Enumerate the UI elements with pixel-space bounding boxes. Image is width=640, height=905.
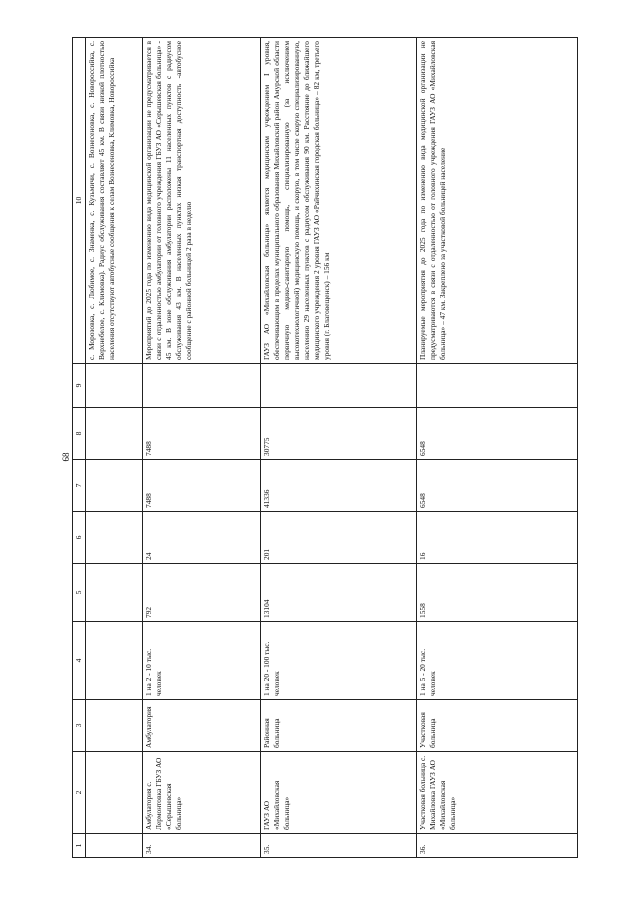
value-col7: 41336 bbox=[261, 460, 417, 512]
continuation-text: с. Морозовка, с. Любимое, с. Знаменка, с. Кузьмичи, с. Вознесеновка, с. Новороссийка, с. Верхнебелое, с. Климовка). Радиус обслуживания составляет 45 км. В связи низкой плотностью населения отсутствуют автобусные сообщения к селам Вознесеновка, Климовка, Новороссийка bbox=[86, 38, 143, 364]
table-cell bbox=[86, 512, 143, 564]
facility-type: Участковая больница bbox=[417, 700, 578, 752]
table-row bbox=[261, 38, 417, 858]
description: Планируемые мероприятия до 2025 года по изменению вида медицинской организации не предусматриваются в связи с отдаленностью от головного учреждения ГАУЗ АО «Михайловская больница» – 47 км. Закреплено за участковой больницей население bbox=[417, 38, 578, 364]
value-col7: 6548 bbox=[417, 460, 578, 512]
col-header: 1 bbox=[73, 834, 86, 858]
facility-name: ГАУЗ АО «Михайловская больница» bbox=[261, 752, 417, 834]
rotated-table-container bbox=[72, 38, 578, 858]
table-cell bbox=[86, 364, 143, 408]
table-cell bbox=[86, 700, 143, 752]
continuation-row bbox=[86, 38, 143, 858]
header-row bbox=[73, 38, 86, 858]
value-col8: 6548 bbox=[417, 408, 578, 460]
table-row bbox=[142, 38, 261, 858]
col-header: 8 bbox=[73, 408, 86, 460]
facility-norm: 1 на 20 - 100 тыс. человек bbox=[261, 622, 417, 700]
col-header: 10 bbox=[73, 38, 86, 364]
value-col6: 201 bbox=[261, 512, 417, 564]
value-col5: 1558 bbox=[417, 564, 578, 622]
value-col6: 24 bbox=[142, 512, 261, 564]
description: ГАУЗ АО «Михайловская больница» является медицинским учреждением I уровня, обеспечивающим в пределах муниципального образования Михайловский район Амурской области первичную медико-санитарную помощь, специализированную (за исключением высокотехнологичной) медицинскую помощь, и скорую, в том числе скорую специализированную, населению 29 населенных пунктов с радиусом обслуживания 90 км. Расстояние до ближайшего медицинского учреждения 2 уровня ГАУЗ АО «Райчихинская городская больница» – 82 км, третьего уровня (г. Благовещенск) – 156 км bbox=[261, 38, 417, 364]
facility-type: Амбулатория bbox=[142, 700, 261, 752]
col-header: 7 bbox=[73, 460, 86, 512]
col-header: 6 bbox=[73, 512, 86, 564]
value-col8: 30775 bbox=[261, 408, 417, 460]
col-header: 9 bbox=[73, 364, 86, 408]
facility-norm: 1 на 2 - 10 тыс. человек bbox=[142, 622, 261, 700]
data-table bbox=[72, 37, 578, 858]
value-col6: 16 bbox=[417, 512, 578, 564]
value-col9 bbox=[261, 364, 417, 408]
facility-norm: 1 на 5 - 20 тыс. человек bbox=[417, 622, 578, 700]
value-col5: 792 bbox=[142, 564, 261, 622]
page-number: 68 bbox=[61, 452, 71, 462]
col-header: 3 bbox=[73, 700, 86, 752]
col-header: 4 bbox=[73, 622, 86, 700]
description: Мероприятий до 2025 года по изменению вида медицинской организации не предусматривается в связи с отдаленностью амбулатории от головного учреждения ГБУЗ АО «Серышевская больница» - 45 км. В зоне обслуживания амбулатории расположены 11 населенных пунктов с радиусом обслуживания 43 км. В населенных пунктах низкая транспортная доступность -автобусное сообщение с районной больницей 2 раза в неделю bbox=[142, 38, 261, 364]
row-number: 34. bbox=[142, 834, 261, 858]
table-cell bbox=[86, 460, 143, 512]
table-cell bbox=[86, 622, 143, 700]
col-header: 5 bbox=[73, 564, 86, 622]
table-cell bbox=[86, 564, 143, 622]
facility-type: Районная больница bbox=[261, 700, 417, 752]
row-number: 35. bbox=[261, 834, 417, 858]
col-header: 2 bbox=[73, 752, 86, 834]
facility-name: Амбулатория с. Лермонтовка ГБУЗ АО «Серышевская больница» bbox=[142, 752, 261, 834]
row-number: 36. bbox=[417, 834, 578, 858]
value-col9 bbox=[417, 364, 578, 408]
table-cell bbox=[86, 752, 143, 834]
table-cell bbox=[86, 834, 143, 858]
table-cell bbox=[86, 408, 143, 460]
value-col9 bbox=[142, 364, 261, 408]
table-row bbox=[417, 38, 578, 858]
value-col8: 7488 bbox=[142, 408, 261, 460]
value-col5: 13104 bbox=[261, 564, 417, 622]
value-col7: 7488 bbox=[142, 460, 261, 512]
facility-name: Участковая больница с. Михайловка ГАУЗ АО «Михайловская больница» bbox=[417, 752, 578, 834]
